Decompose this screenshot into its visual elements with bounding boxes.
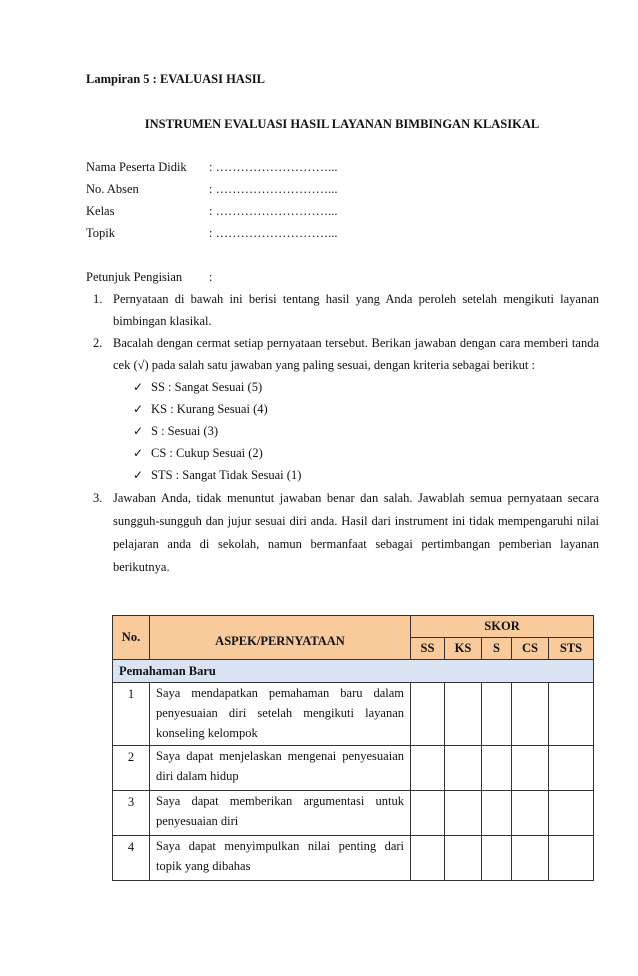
field-value-kelas: : ………………………... <box>209 204 338 218</box>
header-score: SKOR <box>411 616 594 638</box>
statement-line: Saya dapat menjelaskan mengenai penyesuaian <box>156 749 404 763</box>
score-cell-ks[interactable] <box>445 836 482 881</box>
table-row <box>113 836 594 881</box>
statement-line: Saya mendapatkan pemahaman baru dalam <box>156 686 404 700</box>
statement-line: topik yang dibahas <box>156 859 251 873</box>
evaluation-table <box>112 615 594 881</box>
score-cell-sts[interactable] <box>549 746 594 791</box>
header-no: No. <box>113 616 150 660</box>
table-row <box>113 683 594 746</box>
instruction-number: 1. <box>93 292 103 306</box>
table-row <box>113 791 594 836</box>
instruction-number: 3. <box>93 491 103 505</box>
header-aspect: ASPEK/PERNYATAAN <box>150 616 411 660</box>
score-col-cs: CS <box>512 638 549 660</box>
score-cell-sts[interactable] <box>549 683 594 746</box>
instruction-line: cek (√) pada salah satu jawaban yang paling sesuai, dengan kriteria sebagai berikut : <box>113 358 535 372</box>
score-cell-s[interactable] <box>482 791 512 836</box>
score-cell-ss[interactable] <box>411 683 445 746</box>
attachment-title: Lampiran 5 : EVALUASI HASIL <box>86 72 265 86</box>
field-label-name: Nama Peserta Didik <box>86 160 187 174</box>
instructions-colon: : <box>209 270 213 284</box>
row-number: 1 <box>113 683 150 746</box>
instruction-line: berikutnya. <box>113 560 170 574</box>
table-row <box>113 746 594 791</box>
score-cell-cs[interactable] <box>512 683 549 746</box>
instructions-label: Petunjuk Pengisian <box>86 270 183 284</box>
check-icon: ✓ <box>133 424 144 438</box>
score-cell-cs[interactable] <box>512 791 549 836</box>
instruction-line: Jawaban Anda, tidak menuntut jawaban benar dan salah. Jawablah semua pernyataan secara <box>113 491 599 505</box>
field-label-absen: No. Absen <box>86 182 139 196</box>
score-cell-cs[interactable] <box>512 836 549 881</box>
section-title: Pemahaman Baru <box>113 660 594 683</box>
criteria-item: S : Sesuai (3) <box>151 424 219 438</box>
statement-line: penyesuaian diri <box>156 814 239 828</box>
instruction-line: sungguh-sungguh dan jujur sesuai diri anda. Hasil dari instrument ini tidak mempengaruhi nilai <box>113 514 599 528</box>
row-statement <box>150 791 411 836</box>
score-cell-ks[interactable] <box>445 791 482 836</box>
field-label-topik: Topik <box>86 226 115 240</box>
score-cell-ss[interactable] <box>411 746 445 791</box>
score-cell-ks[interactable] <box>445 683 482 746</box>
score-cell-ss[interactable] <box>411 791 445 836</box>
instruction-number: 2. <box>93 336 103 350</box>
score-cell-s[interactable] <box>482 746 512 791</box>
instruction-line: bimbingan klasikal. <box>113 314 212 328</box>
row-statement <box>150 836 411 881</box>
criteria-item: CS : Cukup Sesuai (2) <box>151 446 263 460</box>
check-icon: ✓ <box>133 380 144 394</box>
main-title: INSTRUMEN EVALUASI HASIL LAYANAN BIMBINGAN KLASIKAL <box>144 117 540 131</box>
check-icon: ✓ <box>133 468 144 482</box>
score-cell-s[interactable] <box>482 836 512 881</box>
criteria-item: KS : Kurang Sesuai (4) <box>151 402 268 416</box>
check-icon: ✓ <box>133 402 144 416</box>
score-cell-ss[interactable] <box>411 836 445 881</box>
field-label-kelas: Kelas <box>86 204 115 218</box>
criteria-item: STS : Sangat Tidak Sesuai (1) <box>151 468 302 482</box>
criteria-item: SS : Sangat Sesuai (5) <box>151 380 263 394</box>
statement-line: konseling kelompok <box>156 726 258 740</box>
score-cell-cs[interactable] <box>512 746 549 791</box>
statement-line: Saya dapat menyimpulkan nilai penting dari <box>156 839 404 853</box>
check-icon: ✓ <box>133 446 144 460</box>
row-statement <box>150 683 411 746</box>
statement-line: penyesuaian diri setelah mengikuti layanan <box>156 706 404 720</box>
score-cell-sts[interactable] <box>549 836 594 881</box>
score-col-s: S <box>482 638 512 660</box>
field-value-absen: : ………………………... <box>209 182 338 196</box>
field-value-name: : ………………………... <box>209 160 338 174</box>
score-cell-sts[interactable] <box>549 791 594 836</box>
score-cell-s[interactable] <box>482 683 512 746</box>
row-statement <box>150 746 411 791</box>
score-col-sts: STS <box>549 638 594 660</box>
row-number: 2 <box>113 746 150 791</box>
score-col-ks: KS <box>445 638 482 660</box>
score-cell-ks[interactable] <box>445 746 482 791</box>
statement-line: Saya dapat memberikan argumentasi untuk <box>156 794 404 808</box>
score-col-ss: SS <box>411 638 445 660</box>
statement-line: diri dalam hidup <box>156 769 239 783</box>
instruction-line: Bacalah dengan cermat setiap pernyataan tersebut. Berikan jawaban dengan cara memberi tanda <box>113 336 599 350</box>
row-number: 3 <box>113 791 150 836</box>
field-value-topik: : ………………………... <box>209 226 338 240</box>
row-number: 4 <box>113 836 150 881</box>
instruction-line: pelajaran anda di sekolah, namun bermanfaat sebagai pertimbangan pemberian layanan <box>113 537 599 551</box>
instruction-line: Pernyataan di bawah ini berisi tentang hasil yang Anda peroleh setelah mengikuti layanan <box>113 292 599 306</box>
